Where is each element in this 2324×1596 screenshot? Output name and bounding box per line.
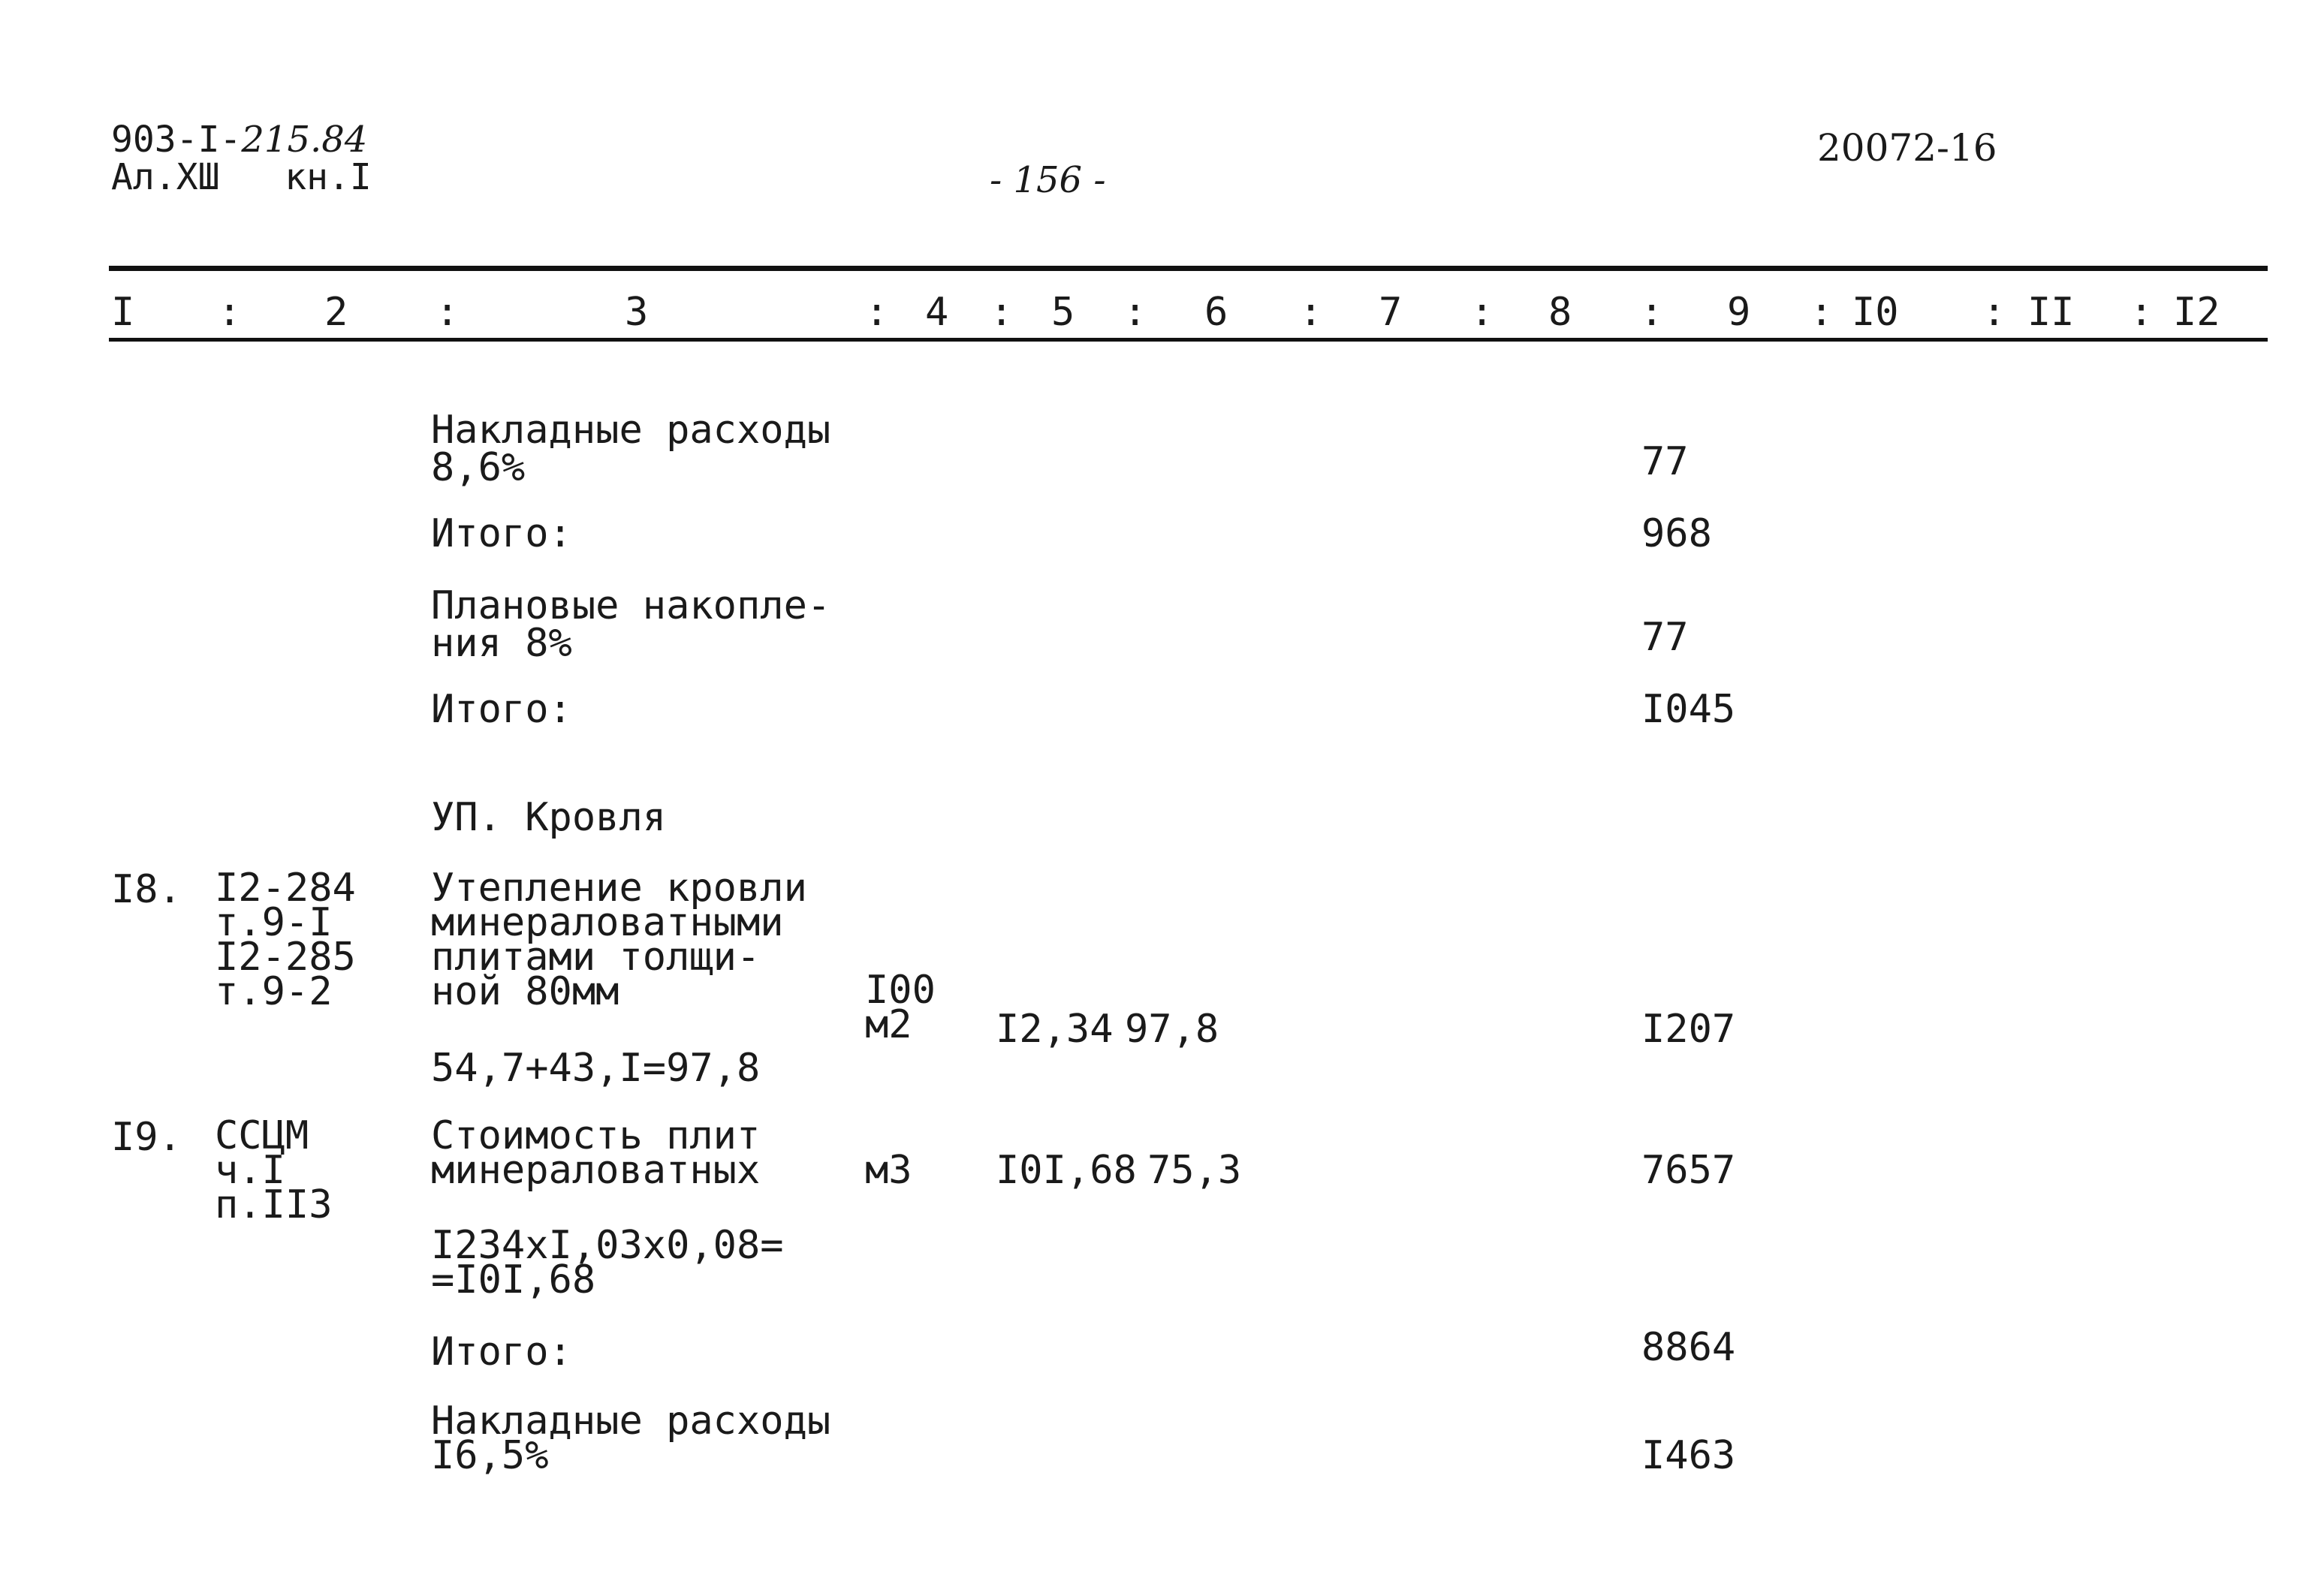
row-overhead-label: Накладные расходы 8,6% (431, 408, 831, 490)
album-label: Ал.XШ кн.I (111, 156, 372, 198)
col-header-3: 3 (625, 290, 649, 335)
col-header-1: I (111, 290, 135, 335)
row-subtotal-total: 8864 (1641, 1325, 1736, 1370)
col-sep: : (1982, 290, 2006, 335)
col-sep: : (1123, 290, 1147, 335)
item-number: I8. (111, 867, 182, 912)
section-heading: УП. Кровля (431, 795, 667, 840)
item-calculation: 54,7+43,I=97,8 (431, 1046, 761, 1091)
item-unit-price: I2,34 (996, 1007, 1114, 1052)
item-quantity: 75,3 (1147, 1148, 1242, 1193)
document-code-prefix: 903-I- (111, 119, 242, 161)
header-bottom-rule (109, 338, 2268, 342)
item-quantity: 97,8 (1125, 1007, 1219, 1052)
col-header-5: 5 (1051, 290, 1075, 335)
document-number: 20072-16 (1817, 126, 1997, 170)
item-total: I207 (1641, 1007, 1736, 1052)
col-header-4: 4 (925, 290, 949, 335)
col-header-9: 9 (1727, 290, 1751, 335)
col-header-10: I0 (1852, 290, 1899, 335)
row-subtotal-label: Итого: (431, 1329, 572, 1375)
item-unit: м3 (865, 1148, 912, 1193)
item-unit-price: I0I,68 (996, 1148, 1137, 1193)
item-unit: I00 м2 (865, 968, 936, 1047)
page-number: - 156 - (990, 159, 1106, 201)
col-header-11: II (2027, 290, 2075, 335)
item-total: 7657 (1641, 1148, 1736, 1193)
col-sep: : (1470, 290, 1494, 335)
col-header-6: 6 (1204, 290, 1228, 335)
col-sep: : (2130, 290, 2154, 335)
col-sep: : (990, 290, 1014, 335)
document-code (111, 119, 368, 161)
col-sep: : (1640, 290, 1664, 335)
col-header-12: I2 (2173, 290, 2220, 335)
row-overhead-total: 77 (1641, 439, 1689, 484)
row-subtotal-label: Итого: (431, 511, 572, 556)
col-header-8: 8 (1548, 290, 1572, 335)
item-calculation: I234xI,03x0,08= =I0I,68 (431, 1223, 784, 1302)
col-header-2: 2 (324, 290, 348, 335)
item-description: Утепление кровли минераловатными плитами толщи- ной 80мм (431, 866, 807, 1014)
row-subtotal-total: 968 (1641, 511, 1712, 556)
row-planned-label: Плановые накопле- ния 8% (431, 583, 831, 666)
item-number: I9. (111, 1115, 182, 1160)
col-sep: : (1299, 290, 1323, 335)
item-reference: I2-284 т.9-I I2-285 т.9-2 (215, 866, 356, 1014)
row-subtotal-label: Итого: (431, 687, 572, 732)
header-top-rule (109, 266, 2268, 271)
row-planned-total: 77 (1641, 615, 1689, 660)
row-subtotal-total: I045 (1641, 687, 1736, 732)
item-description: Стоимость плит минераловатных (431, 1113, 761, 1193)
col-sep: : (218, 290, 242, 335)
row-overhead-total: I463 (1641, 1433, 1736, 1478)
col-sep: : (1810, 290, 1834, 335)
col-header-7: 7 (1379, 290, 1403, 335)
col-sep: : (436, 290, 460, 335)
row-overhead-label: Накладные расходы I6,5% (431, 1399, 831, 1478)
item-reference: ССЦМ ч.I п.II3 (215, 1113, 333, 1227)
document-code-handwritten: 215.84 (241, 119, 368, 161)
col-sep: : (865, 290, 889, 335)
